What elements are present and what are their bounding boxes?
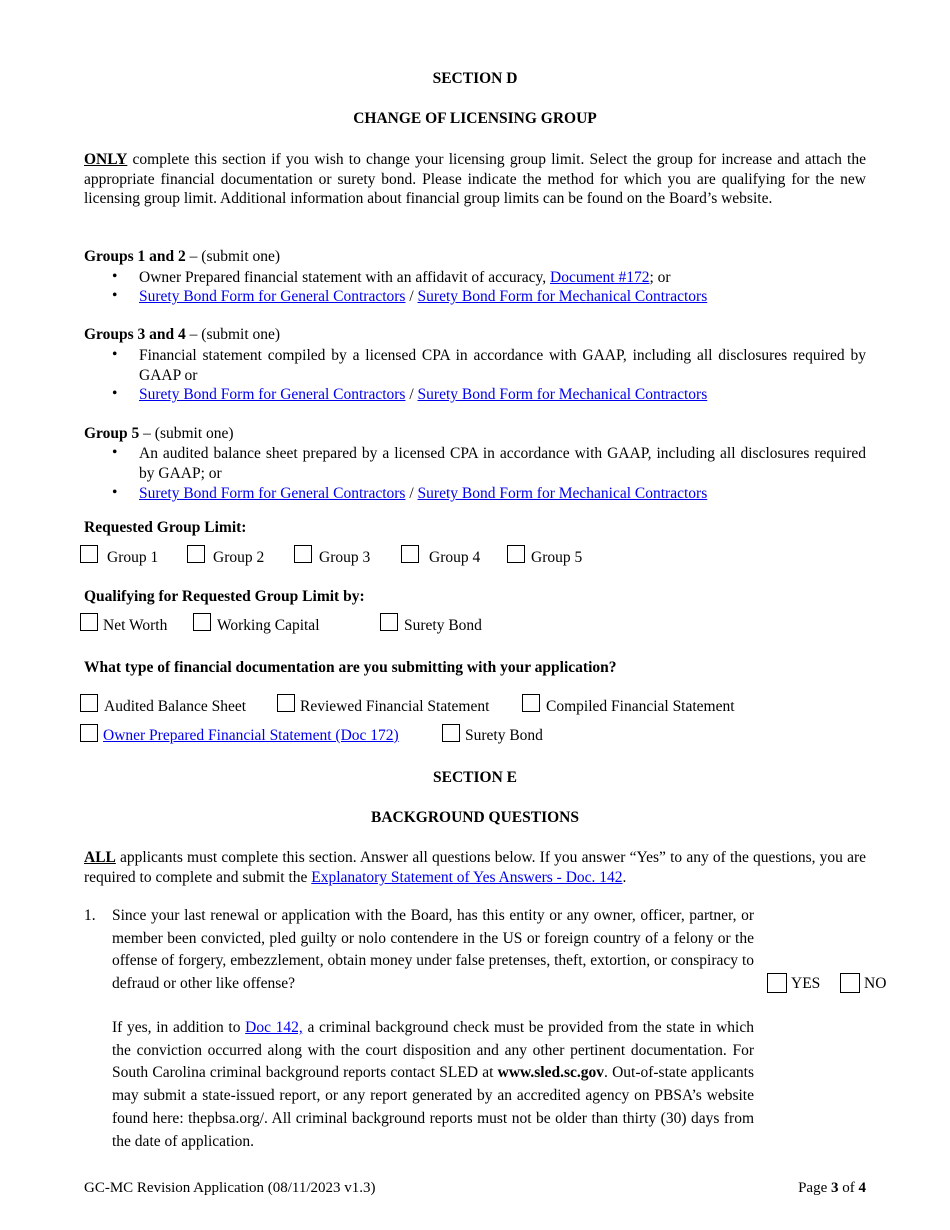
group-2-checkbox[interactable]	[187, 545, 205, 563]
of-word: of	[838, 1180, 859, 1196]
section-e-title: BACKGROUND QUESTIONS	[371, 809, 579, 826]
question-1-number: 1.	[84, 907, 96, 924]
no-label: NO	[864, 975, 887, 992]
working-capital-label: Working Capital	[217, 617, 320, 634]
item-text: Owner Prepared financial statement with an affidavit of accuracy,	[139, 269, 550, 286]
owner-prepared-link[interactable]: Owner Prepared Financial Statement (Doc 172)	[103, 727, 399, 744]
bullet-icon: •	[112, 484, 118, 501]
group-suffix: – (submit one)	[185, 326, 281, 343]
intro-text: complete this section if you wish to change your licensing group limit. Select the group for increase and attach the appropriate financial documentation or surety bond. Please indicate the method for which you are qualifying for the new licensing group limit. Additional information about financial group limits can be found on the Board’s website.	[84, 151, 866, 208]
bullet-icon: •	[112, 346, 118, 363]
section-e-heading: SECTION E	[433, 769, 517, 786]
doc-142-followup-link[interactable]: Doc 142,	[245, 1019, 303, 1036]
group-title: Groups 3 and 4	[84, 326, 186, 343]
surety-bond-qualifying-label: Surety Bond	[404, 617, 482, 634]
group-3-checkbox[interactable]	[294, 545, 312, 563]
document-172-link[interactable]: Document #172	[550, 269, 650, 286]
section-e-intro	[84, 848, 866, 887]
groups-3-4-item-2	[139, 385, 866, 405]
group-5-item-2	[139, 484, 866, 504]
intro-tail: .	[622, 868, 627, 886]
surety-bond-qualifying-checkbox[interactable]	[380, 613, 398, 631]
group-2-label: Group 2	[213, 549, 265, 566]
compiled-financial-statement-checkbox[interactable]	[522, 694, 540, 712]
section-d-intro	[84, 150, 866, 209]
groups-1-2-heading	[84, 248, 280, 266]
surety-bond-mechanical-link[interactable]: Surety Bond Form for Mechanical Contractors	[417, 485, 708, 502]
footer-page-number	[798, 1180, 866, 1197]
reviewed-financial-statement-label: Reviewed Financial Statement	[300, 698, 490, 715]
followup-tail: . Out-of-state applicants may submit a state-issued report, or any report generated by an accredited agency on PBSA’s website found here: thepbsa.org/. All criminal background reports must not be older than thirty (30) days from the date of application.	[112, 1064, 754, 1150]
groups-3-4-item-1: Financial statement compiled by a licensed CPA in accordance with GAAP, including all disclosures required by GAAP or	[139, 347, 866, 384]
surety-bond-doc-checkbox[interactable]	[442, 724, 460, 742]
sled-website: www.sled.sc.gov	[497, 1064, 604, 1082]
reviewed-financial-statement-checkbox[interactable]	[277, 694, 295, 712]
groups-3-4-heading	[84, 326, 280, 344]
audited-balance-sheet-label: Audited Balance Sheet	[104, 698, 247, 715]
intro-only: ONLY	[84, 151, 128, 168]
group-1-checkbox[interactable]	[80, 545, 98, 563]
bullet-icon: •	[112, 385, 118, 402]
qualifying-label: Qualifying for Requested Group Limit by:	[84, 588, 365, 605]
surety-bond-mechanical-link[interactable]: Surety Bond Form for Mechanical Contractors	[417, 288, 708, 305]
group-5-item-1: An audited balance sheet prepared by a licensed CPA in accordance with GAAP, including all disclosures required by GAAP; or	[139, 445, 866, 482]
intro-text: applicants must complete this section. Answer all questions below. If you answer “Yes” to any of the questions, you are required to complete and submit the	[84, 849, 866, 886]
group-suffix: – (submit one)	[139, 425, 234, 442]
groups-1-2-item-1	[139, 268, 866, 288]
bullet-icon: •	[112, 287, 118, 304]
question-1-text: Since your last renewal or application with the Board, has this entity or any owner, officer, partner, or member been convicted, pled guilty or nolo contendere in the US or foreign country of a felony or the offense of forgery, embezzlement, obtain money under false pretenses, theft, extortion, or conspiracy to defraud or other like offense?	[112, 907, 754, 993]
surety-bond-mechanical-link[interactable]: Surety Bond Form for Mechanical Contractors	[417, 386, 708, 403]
surety-bond-doc-label: Surety Bond	[465, 727, 543, 744]
surety-bond-general-link[interactable]: Surety Bond Form for General Contractors	[139, 288, 406, 305]
surety-bond-general-link[interactable]: Surety Bond Form for General Contractors	[139, 386, 406, 403]
followup-mid: a criminal background check must be provided from the state in which the conviction occurred along with the court disposition and any other pertinent documentation. For South Carolina criminal background reports contact SLED at	[112, 1019, 754, 1082]
group-3-label: Group 3	[319, 549, 371, 566]
no-checkbox[interactable]	[840, 973, 860, 993]
group-5-checkbox[interactable]	[507, 545, 525, 563]
doc-142-link[interactable]: Explanatory Statement of Yes Answers - Doc. 142	[311, 868, 623, 886]
owner-prepared-checkbox[interactable]	[80, 724, 98, 742]
group-5-heading	[84, 425, 234, 443]
documentation-question: What type of financial documentation are you submitting with your application?	[84, 659, 617, 676]
group-title: Group 5	[84, 425, 140, 442]
footer-form-id: GC-MC Revision Application (08/11/2023 v1.3)	[84, 1180, 376, 1196]
group-title: Groups 1 and 2	[84, 248, 186, 265]
net-worth-label: Net Worth	[103, 617, 168, 634]
audited-balance-sheet-checkbox[interactable]	[80, 694, 98, 712]
question-1-followup	[112, 1017, 754, 1153]
link-separator: /	[405, 288, 418, 305]
section-d-heading: SECTION D	[432, 70, 518, 87]
page-word: Page	[798, 1180, 831, 1196]
intro-all: ALL	[84, 849, 116, 866]
group-1-label: Group 1	[107, 549, 159, 566]
item-tail: ; or	[649, 269, 671, 286]
surety-bond-general-link[interactable]: Surety Bond Form for General Contractors	[139, 485, 406, 502]
group-4-checkbox[interactable]	[401, 545, 419, 563]
groups-1-2-item-2	[139, 287, 866, 307]
group-4-label: Group 4	[429, 549, 481, 566]
group-5-label: Group 5	[531, 549, 583, 566]
compiled-financial-statement-label: Compiled Financial Statement	[546, 698, 735, 715]
net-worth-checkbox[interactable]	[80, 613, 98, 631]
group-suffix: – (submit one)	[185, 248, 281, 265]
working-capital-checkbox[interactable]	[193, 613, 211, 631]
yes-label: YES	[791, 975, 821, 992]
link-separator: /	[405, 386, 418, 403]
followup-pre: If yes, in addition to	[112, 1019, 246, 1036]
bullet-icon: •	[112, 268, 118, 285]
section-d-title: CHANGE OF LICENSING GROUP	[353, 110, 597, 127]
requested-group-label: Requested Group Limit:	[84, 519, 247, 536]
link-separator: /	[405, 485, 418, 502]
bullet-icon: •	[112, 444, 118, 461]
page-num: 3	[831, 1180, 839, 1196]
yes-checkbox[interactable]	[767, 973, 787, 993]
page-total: 4	[858, 1180, 866, 1196]
